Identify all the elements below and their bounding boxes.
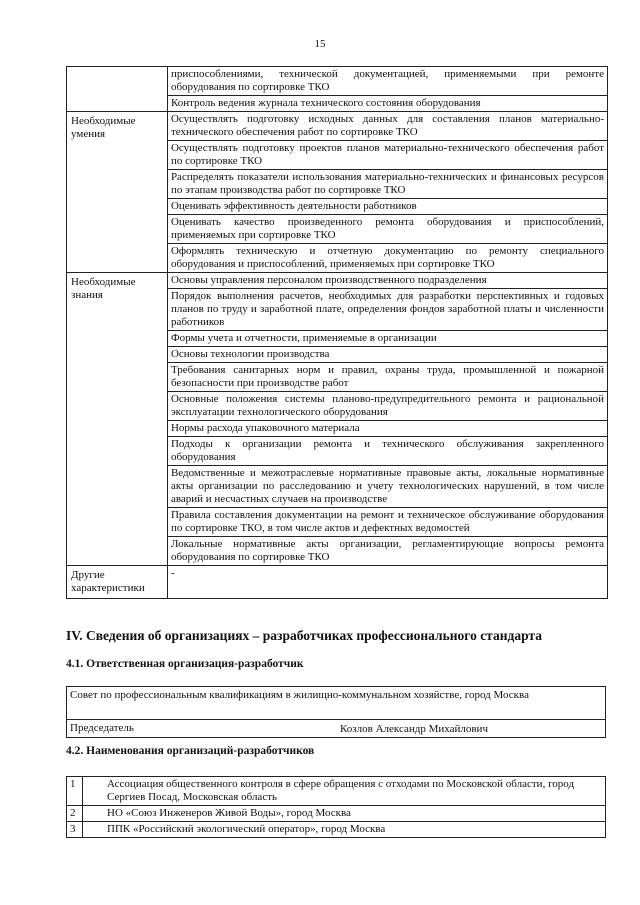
skill-item: Основные положения системы планово-предупредительного ремонта и рациональной эксплуатации технологического оборудования <box>167 392 607 421</box>
skills-table <box>66 66 608 599</box>
skill-item: - <box>167 566 607 599</box>
responsible-org-table <box>66 686 606 738</box>
org-number: 2 <box>67 806 83 822</box>
developer-org-row <box>67 822 606 838</box>
org-number: 3 <box>67 822 83 838</box>
skills-row <box>67 112 608 141</box>
skill-item: Формы учета и отчетности, применяемые в организации <box>167 331 607 347</box>
skills-row <box>67 273 608 289</box>
skill-item: Локальные нормативные акты организации, регламентирующие вопросы ремонта оборудования по сортировке ТКО <box>167 537 607 566</box>
skill-item: Контроль ведения журнала технического состояния оборудования <box>167 96 607 112</box>
skill-item: Основы технологии производства <box>167 347 607 363</box>
skill-item: Основы управления персоналом производственного подразделения <box>167 273 607 289</box>
developer-org-row <box>67 806 606 822</box>
skills-row <box>67 566 608 599</box>
skill-category: Другие характеристики <box>67 566 168 599</box>
skill-item: Осуществлять подготовку проектов планов материально-технического обеспечения работ по сортировке ТКО <box>167 141 607 170</box>
skill-category: Необходимые умения <box>67 112 168 273</box>
org-name: НО «Союз Инженеров Живой Воды», город Москва <box>83 806 606 822</box>
skill-category: Необходимые знания <box>67 273 168 566</box>
skill-item: Правила составления документации на ремонт и техническое обслуживание оборудования по сортировке ТКО, в том числе актов и дефектных ведомостей <box>167 508 607 537</box>
skill-item: Порядок выполнения расчетов, необходимых для разработки перспективных и годовых планов по труду и заработной плате, определения фондов заработной платы и численности работников <box>167 289 607 331</box>
org-number: 1 <box>67 777 83 806</box>
responsible-org-name: Совет по профессиональным квалификациям в жилищно-коммунальном хозяйстве, город Москва <box>67 687 606 720</box>
developer-orgs-table <box>66 776 606 838</box>
developer-orgs-body <box>67 777 606 838</box>
responsible-org-row <box>67 687 606 720</box>
responsible-org-heading: 4.1. Ответственная организация-разработчик <box>66 658 304 670</box>
section-4-title: IV. Сведения об организациях – разработчиках профессионального стандарта <box>66 628 542 643</box>
page-number: 15 <box>314 38 326 50</box>
skills-table-body <box>67 67 608 599</box>
skill-category <box>67 67 168 112</box>
skills-row <box>67 67 608 96</box>
skill-item: приспособлениями, технической документацией, применяемыми при ремонте оборудования по сортировке ТКО <box>167 67 607 96</box>
skill-item: Оформлять техническую и отчетную документацию по ремонту специального оборудования и приспособлений, применяемых при сортировке ТКО <box>167 244 607 273</box>
skill-item: Распределять показатели использования материально-технических и финансовых ресурсов по этапам производства работ по сортировке ТКО <box>167 170 607 199</box>
chair-row <box>67 720 606 738</box>
developer-org-row <box>67 777 606 806</box>
skill-item: Требования санитарных норм и правил, охраны труда, промышленной и пожарной безопасности при производстве работ <box>167 363 607 392</box>
skill-item: Нормы расхода упаковочного материала <box>167 421 607 437</box>
skill-item: Ведомственные и межотраслевые нормативные правовые акты, локальные нормативные акты организации по расследованию и учету технологических нарушений, в том числе аварий и несчастных случаев на производстве <box>167 466 607 508</box>
org-name: Ассоциация общественного контроля в сфере обращения с отходами по Московской области, город Сергиев Посад, Московская область <box>83 777 606 806</box>
developer-orgs-heading: 4.2. Наименования организаций-разработчиков <box>66 745 315 757</box>
chair-label: Председатель <box>70 722 134 734</box>
skill-item: Оценивать эффективность деятельности работников <box>167 199 607 215</box>
skill-item: Оценивать качество произведенного ремонта оборудования и приспособлений, применяемых при сортировке ТКО <box>167 215 607 244</box>
skill-item: Подходы к организации ремонта и технического обслуживания закрепленного оборудования <box>167 437 607 466</box>
chair-name: Козлов Александр Михайлович <box>340 723 488 735</box>
skill-item: Осуществлять подготовку исходных данных для составления планов материально-технического обеспечения работ по сортировке ТКО <box>167 112 607 141</box>
org-name: ППК «Российский экологический оператор», город Москва <box>83 822 606 838</box>
